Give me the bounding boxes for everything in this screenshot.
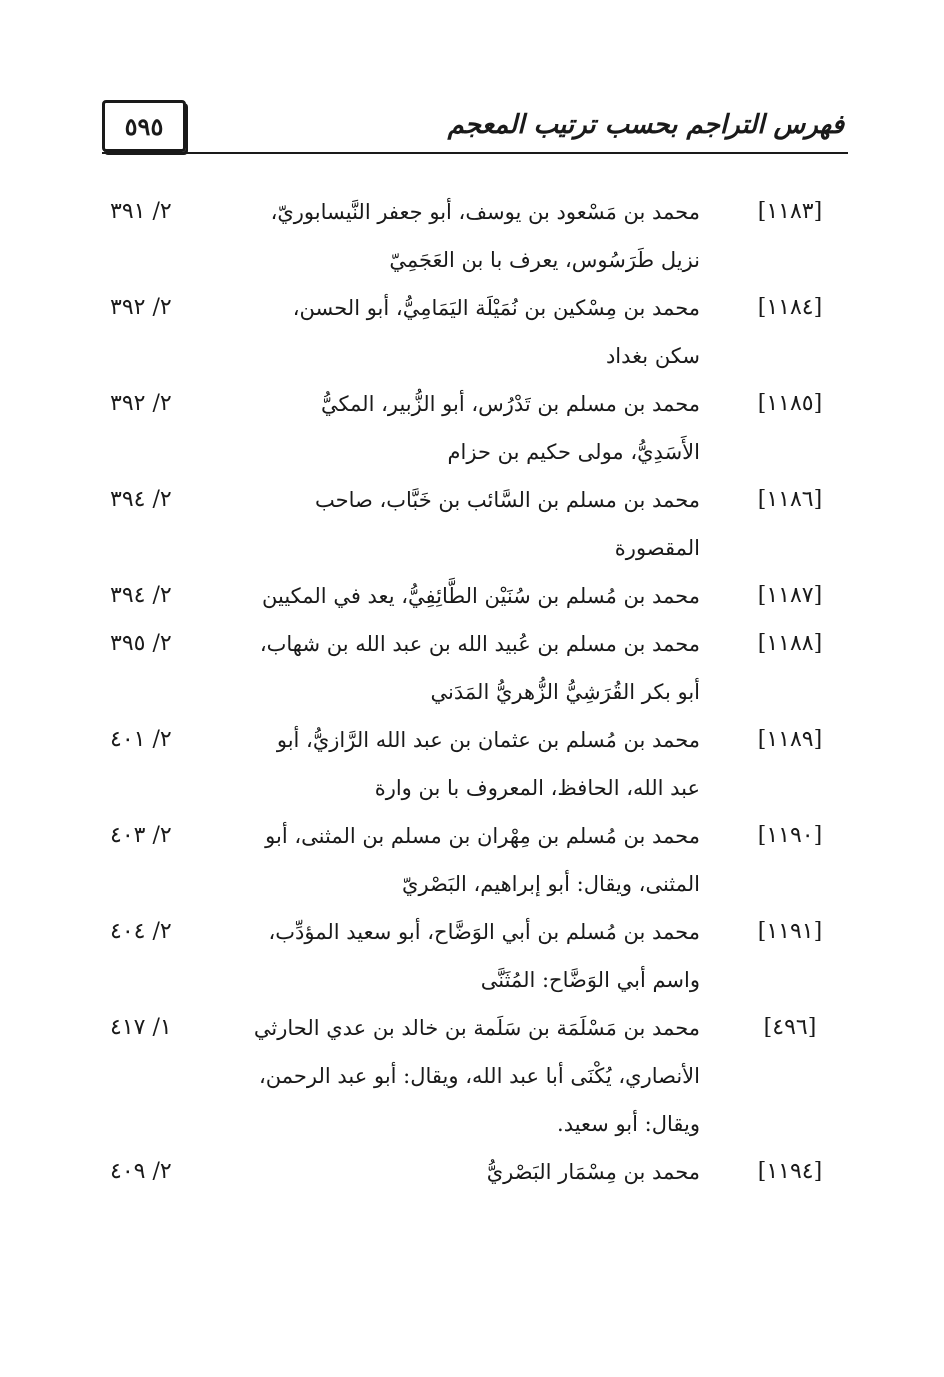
index-entry: [0, 716, 944, 812]
entry-reference: [110, 716, 202, 764]
reference-value: ٢/ ٣٩٥: [110, 631, 172, 656]
entry-line: أبو بكر القُرَشِيُّ الزُّهريُّ المَدَني: [430, 680, 700, 704]
entry-line: ويقال: أبو سعيد.: [557, 1112, 700, 1136]
entry-reference: [110, 380, 202, 428]
entry-line: محمد بن مُسلم بن أبي الوَضَّاح، أبو سعيد المؤدِّب،: [268, 920, 700, 944]
entry-reference: [110, 1004, 202, 1052]
entry-number: [١١٨٩]: [757, 727, 823, 752]
entry-number: [١١٨٧]: [757, 583, 823, 608]
entry-reference: [110, 908, 202, 956]
entry-line: محمد بن مِسْمَار البَصْريُّ: [486, 1160, 700, 1184]
index-entry: [0, 620, 944, 716]
entry-text: [268, 908, 700, 1004]
entry-line: المقصورة: [614, 536, 700, 560]
entry-line: محمد بن مسلم بن عُبيد الله بن عبد الله بن شهاب،: [259, 632, 700, 656]
reference-value: ٢/ ٤٠١: [110, 727, 172, 752]
entry-number: [١١٨٤]: [757, 295, 823, 320]
entry-text: [265, 812, 700, 908]
entry-reference: [110, 620, 202, 668]
entry-number: [١١٩٤]: [757, 1159, 823, 1184]
entry-number: [١١٩٠]: [757, 823, 823, 848]
entry-reference: [110, 812, 202, 860]
entry-reference: [110, 572, 202, 620]
entry-number: [١١٩١]: [757, 919, 823, 944]
entry-line: محمد بن مِسْكين بن نُمَيْلَة اليَمَامِيُّ، أبو الحسن،: [292, 296, 700, 320]
index-entry: [0, 380, 944, 476]
reference-value: ١/ ٤١٧: [110, 1015, 172, 1040]
reference-value: ٢/ ٣٩٢: [110, 391, 172, 416]
index-entry: [0, 1148, 944, 1196]
entry-reference: [110, 284, 202, 332]
entry-number: [١١٨٥]: [757, 391, 823, 416]
entry-text: [272, 716, 700, 812]
entry-line: محمد بن مُسلم بن سُنَيْن الطَّائِفِيُّ، يعد في المكيين: [262, 584, 700, 608]
reference-value: ٢/ ٤٠٩: [110, 1159, 172, 1184]
index-entry: [0, 1004, 944, 1148]
index-entry: [0, 572, 944, 620]
entry-reference: [110, 476, 202, 524]
reference-value: ٢/ ٣٩٤: [110, 487, 172, 512]
entry-line: المثنى، ويقال: أبو إبراهيم، البَصْريّ: [402, 872, 700, 896]
reference-value: ٢/ ٣٩٤: [110, 583, 172, 608]
entry-reference: [110, 1148, 202, 1196]
page-number: ٥٩٥: [124, 111, 164, 141]
index-entry: [0, 476, 944, 572]
entry-number: [١١٨٣]: [757, 199, 823, 224]
entry-text: [262, 572, 700, 620]
entry-line: محمد بن مَسْعود بن يوسف، أبو جعفر النَّيسابوريّ،: [270, 200, 700, 224]
entry-text: [253, 1004, 700, 1148]
entry-line: محمد بن مسلم بن تَدْرُس، أبو الزُّبير، المكيُّ: [320, 392, 700, 416]
reference-value: ٢/ ٣٩٢: [110, 295, 172, 320]
entry-text: [272, 284, 700, 380]
entry-number: [١١٨٨]: [757, 631, 823, 656]
entry-text: [272, 380, 700, 476]
entry-line: نزيل طَرَسُوس، يعرف با بن العَجَمِيّ: [389, 248, 700, 272]
entry-reference: [110, 188, 202, 236]
entry-line: محمد بن مسلم بن السَّائب بن خَبَّاب، صاحب: [314, 488, 700, 512]
entry-line: محمد بن مَسْلَمَة بن سَلَمة بن خالد بن عدي الحارثي: [253, 1016, 700, 1040]
entry-line: الأنصاري، يُكْنَى أبا عبد الله، ويقال: أبو عبد الرحمن،: [259, 1064, 700, 1088]
page-number-box: [102, 100, 186, 152]
entry-line: محمد بن مُسلم بن مِهْران بن مسلم بن المثنى، أبو: [265, 824, 700, 848]
entry-text: [272, 1148, 700, 1196]
entry-line: سكن بغداد: [605, 344, 700, 368]
index-entry: [0, 188, 944, 284]
entries-list: [0, 188, 944, 1196]
page-title: فهرس التراجم بحسب ترتيب المعجم: [447, 110, 844, 140]
index-entry: [0, 812, 944, 908]
reference-value: ٢/ ٣٩١: [110, 199, 172, 224]
entry-line: الأَسَدِيُّ، مولى حكيم بن حزام: [447, 440, 700, 464]
reference-value: ٢/ ٤٠٣: [110, 823, 172, 848]
entry-text: [272, 476, 700, 572]
entry-text: [259, 620, 700, 716]
reference-value: ٢/ ٤٠٤: [110, 919, 172, 944]
entry-text: [272, 188, 700, 284]
entry-line: عبد الله، الحافظ، المعروف با بن وارة: [374, 776, 700, 800]
entry-number: [٤٩٦]: [763, 1015, 817, 1040]
entry-line: محمد بن مُسلم بن عثمان بن عبد الله الرَّازيُّ، أبو: [276, 728, 700, 752]
index-entry: [0, 284, 944, 380]
entry-line: واسم أبي الوَضَّاح: المُثَنَّى: [480, 968, 700, 992]
entry-number: [١١٨٦]: [757, 487, 823, 512]
index-entry: [0, 908, 944, 1004]
page-header: [102, 100, 848, 154]
